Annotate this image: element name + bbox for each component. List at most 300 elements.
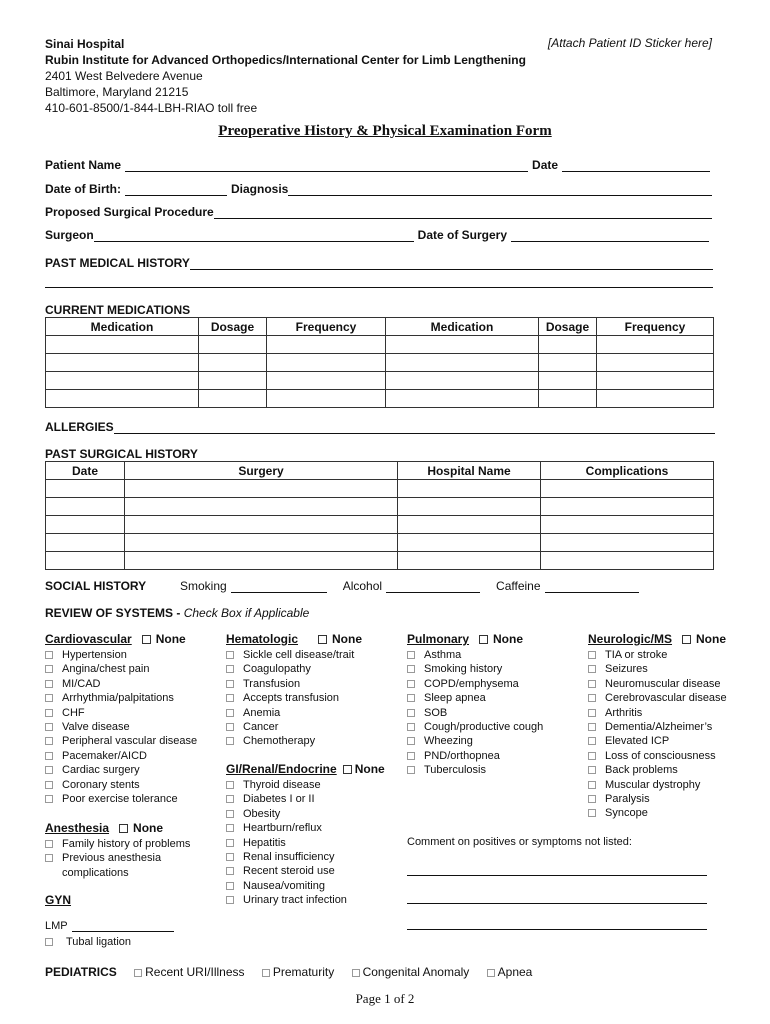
checklist-item-label: Seizures [605,663,648,676]
smoking-field[interactable] [231,581,327,593]
table-cell[interactable] [386,336,539,354]
checkbox[interactable] [588,781,596,789]
hospital-name: Sinai Hospital [45,37,125,51]
pulmonary-none-checkbox[interactable] [479,635,488,644]
checklist-item-label: Chemotherapy [243,735,316,748]
table-cell[interactable] [386,354,539,372]
checkbox[interactable] [226,882,234,890]
hematologic-none-checkbox[interactable] [318,635,327,644]
lmp-field[interactable] [72,920,174,932]
checkbox[interactable] [407,665,415,673]
checkbox[interactable] [45,795,53,803]
checklist-item [226,879,385,893]
checklist-item-label: SOB [424,706,448,719]
form-title: Preoperative History & Physical Examination Form [218,123,552,139]
checklist-item-label: Coronary stents [62,778,140,791]
checklist-item-label: Cardiac surgery [62,764,140,777]
checklist-item [588,792,727,806]
smoking-label: Smoking [180,579,227,593]
table-cell[interactable] [46,480,125,498]
checkbox[interactable] [407,737,415,745]
ros-subtitle: Check Box if Applicable [183,606,310,620]
social-history-row [45,579,639,593]
checklist-item [226,792,385,806]
comment-label: Comment on positives or symptoms not listed: [407,836,632,848]
checklist-item-label: Coagulopathy [243,663,311,676]
checkbox[interactable] [588,795,596,803]
checklist-item-label: Sickle cell disease/trait [243,649,355,661]
checklist-item [45,720,197,734]
checklist-item [407,662,543,676]
checkbox[interactable] [588,766,596,774]
table-cell[interactable] [597,390,714,408]
checklist-item-label: Nausea/vomiting [243,879,325,892]
table-cell[interactable] [398,498,541,516]
neurologic-none-checkbox[interactable] [682,635,691,644]
table-row [46,390,714,408]
checklist-item-label: Recent steroid use [243,865,335,878]
checkbox[interactable] [352,969,360,977]
checklist-item [45,778,197,792]
hospital-header [45,36,526,116]
checklist-item [588,778,727,792]
checklist-item [226,836,385,850]
hematologic-section [226,632,362,749]
checkbox[interactable] [45,651,53,659]
cardiovascular-none-checkbox[interactable] [142,635,151,644]
checkbox[interactable] [226,824,234,832]
allergies-field[interactable] [114,422,715,434]
table-cell[interactable] [267,336,386,354]
checklist-item [407,720,543,734]
table-cell[interactable] [46,390,199,408]
checkbox[interactable] [226,795,234,803]
checklist-item-label: Cerebrovascular disease [605,692,727,705]
checkbox[interactable] [45,781,53,789]
pulmonary-section [407,632,543,778]
table-cell[interactable] [46,534,125,552]
table-cell[interactable] [597,372,714,390]
checklist-item-label: Diabetes I or II [243,793,315,806]
address-line-1: 2401 West Belvedere Avenue [45,69,203,83]
checklist-item-label: Cancer [243,720,279,733]
date-field[interactable] [562,160,710,172]
checklist-item-label: Anemia [243,706,281,719]
checkbox[interactable] [407,651,415,659]
table-cell[interactable] [541,552,714,570]
checklist-item [226,706,362,720]
checklist-item [226,850,385,864]
checkbox[interactable] [588,651,596,659]
checklist-item [588,749,727,763]
table-cell[interactable] [386,372,539,390]
table-row [46,534,714,552]
checkbox[interactable] [226,680,234,688]
checklist-item-label: Muscular dystrophy [605,778,701,791]
checkbox[interactable] [407,709,415,717]
checklist-item-label: Smoking history [424,663,503,676]
checkbox[interactable] [407,680,415,688]
checkbox[interactable] [226,867,234,875]
cardiovascular-list [45,648,197,806]
checkbox[interactable] [588,694,596,702]
cardiovascular-title: Cardiovascular [45,632,132,646]
checklist-item [45,677,197,691]
checklist-item [226,807,385,821]
date-label: Date [532,158,559,172]
table-cell[interactable] [46,372,199,390]
past-medical-label: PAST MEDICAL HISTORY [45,256,190,270]
checklist-item-label: Sleep apnea [424,692,486,705]
table-cell[interactable] [539,372,597,390]
neurologic-section [588,632,727,821]
checkbox[interactable] [226,839,234,847]
table-cell[interactable] [541,480,714,498]
checklist-item [407,763,543,777]
checkbox[interactable] [45,665,53,673]
checklist-item [226,720,362,734]
neurologic-list [588,648,727,821]
neurologic-title: Neurologic/MS [588,632,673,646]
anesthesia-list [45,837,190,866]
checkbox[interactable] [487,969,495,977]
comment-line-1[interactable] [407,875,707,876]
checkbox[interactable] [407,766,415,774]
medications-table [45,317,714,408]
table-cell[interactable] [199,354,267,372]
checklist-item-label: Elevated ICP [605,735,670,748]
checkbox[interactable] [226,896,234,904]
table-cell[interactable] [46,516,125,534]
date-of-surgery-field[interactable] [511,230,709,242]
table-cell[interactable] [398,516,541,534]
checkbox[interactable] [226,853,234,861]
checklist-item-label: Neuromuscular disease [605,677,721,690]
table-cell[interactable] [199,336,267,354]
patient-name-label: Patient Name [45,158,122,172]
checklist-item-label: COPD/emphysema [424,677,519,690]
surgeon-label: Surgeon [45,228,94,242]
checklist-item [588,691,727,705]
anesthesia-title: Anesthesia [45,821,110,835]
allergies-row [45,420,715,434]
checklist-item-label: Dementia/Alzheimer’s [605,720,713,733]
checkbox[interactable] [588,665,596,673]
checklist-item [407,749,543,763]
address-line-2: Baltimore, Maryland 21215 [45,85,189,99]
checklist-item-label: Transfusion [243,677,301,690]
table-cell[interactable] [125,480,398,498]
checkbox[interactable] [45,709,53,717]
table-cell[interactable] [267,390,386,408]
pediatrics-option: Congenital Anomaly [362,965,470,979]
table-cell[interactable] [541,516,714,534]
social-history-title: SOCIAL HISTORY [45,579,147,593]
current-medications-title: CURRENT MEDICATIONS [45,303,191,317]
checkbox[interactable] [226,781,234,789]
checkbox[interactable] [588,809,596,817]
col-header: Surgery [125,462,398,480]
checklist-item-label: Tuberculosis [424,764,486,777]
col-header: Frequency [267,318,386,336]
alcohol-label: Alcohol [342,579,383,593]
checklist-item [45,706,197,720]
institute-name: Rubin Institute for Advanced Orthopedics/International Center for Limb Lengthening [45,53,526,67]
table-row [46,480,714,498]
pediatrics-option: Apnea [497,965,533,979]
checkbox[interactable] [407,752,415,760]
pediatrics-title: PEDIATRICS [45,965,117,979]
checklist-item-label: Hypertension [62,649,127,661]
checklist-item-label: Arthritis [605,706,643,719]
checklist-item [226,893,385,907]
table-cell[interactable] [46,336,199,354]
table-cell[interactable] [398,480,541,498]
surgical-header-row [46,462,714,480]
checklist-item [407,706,543,720]
table-cell[interactable] [539,336,597,354]
col-header: Dosage [199,318,267,336]
none-label: None [696,632,727,646]
past-medical-row [45,256,713,270]
checklist-item-label: Peripheral vascular disease [62,735,198,748]
checkbox[interactable] [226,810,234,818]
checklist-item-label: Thyroid disease [243,779,321,791]
table-cell[interactable] [125,552,398,570]
dob-label: Date of Birth: [45,182,121,196]
checklist-item [45,763,197,777]
checklist-item-label: Poor exercise tolerance [62,792,178,805]
checkbox[interactable] [45,752,53,760]
checklist-item-label: Cough/productive cough [424,720,544,733]
table-row [46,552,714,570]
none-label: None [155,632,186,646]
checklist-item-label: Valve disease [62,720,130,733]
anesthesia-section [45,821,190,880]
ros-heading [45,606,309,620]
allergies-label: ALLERGIES [45,420,114,434]
table-row [46,372,714,390]
checkbox[interactable] [45,840,53,848]
hematologic-list [226,648,362,749]
checkbox[interactable] [588,723,596,731]
checkbox[interactable] [45,680,53,688]
procedure-field[interactable] [214,207,712,219]
table-cell[interactable] [541,498,714,516]
col-header: Frequency [597,318,714,336]
checkbox[interactable] [45,938,53,946]
table-cell[interactable] [386,390,539,408]
surgical-history-table [45,461,714,570]
checkbox[interactable] [134,969,142,977]
past-surgical-title: PAST SURGICAL HISTORY [45,447,198,461]
checklist-item-label: Accepts transfusion [243,692,339,705]
checkbox[interactable] [226,665,234,673]
table-cell[interactable] [597,336,714,354]
pediatrics-option: Prematurity [272,965,335,979]
checklist-item [588,763,727,777]
pediatrics-option: Recent URI/Illness [145,965,245,979]
table-cell[interactable] [125,516,398,534]
checklist-item [45,662,197,676]
checklist-item [45,648,197,662]
table-cell[interactable] [46,354,199,372]
table-cell[interactable] [125,498,398,516]
checklist-item-label: Syncope [605,807,648,820]
checkbox[interactable] [588,709,596,717]
checklist-item [226,734,362,748]
col-header: Date [46,462,125,480]
patient-name-field[interactable] [125,160,528,172]
checklist-item-label: Back problems [605,764,678,777]
caffeine-label: Caffeine [496,579,541,593]
table-cell[interactable] [267,354,386,372]
checkbox[interactable] [226,694,234,702]
table-row [46,498,714,516]
table-cell[interactable] [199,390,267,408]
dob-row [45,182,712,196]
table-cell[interactable] [46,498,125,516]
comment-line-2[interactable] [407,903,707,904]
checklist-item-label: Family history of problems [62,838,191,850]
checklist-item-label: Arrhythmia/palpitations [62,692,174,705]
checklist-item-label: Hepatitis [243,836,286,849]
none-label: None [332,632,363,646]
diagnosis-field[interactable] [288,184,712,196]
past-medical-field[interactable] [190,258,713,270]
checklist-item-label: Urinary tract infection [243,894,347,907]
lmp-label: LMP [45,920,68,932]
table-cell[interactable] [539,390,597,408]
checklist-item-label: Renal insufficiency [243,850,335,863]
checklist-item [407,734,543,748]
checkbox[interactable] [226,737,234,745]
diagnosis-label: Diagnosis [231,182,289,196]
col-header: Medication [386,318,539,336]
checklist-item [226,662,362,676]
table-cell[interactable] [125,534,398,552]
table-cell[interactable] [398,534,541,552]
checklist-item [45,691,197,705]
checklist-item [226,821,385,835]
checklist-item [407,648,543,662]
checklist-item [407,691,543,705]
surgeon-row [45,228,709,242]
checklist-item [588,720,727,734]
checklist-item [226,648,362,662]
table-cell[interactable] [398,552,541,570]
checklist-item [226,778,385,792]
table-cell[interactable] [539,354,597,372]
checklist-item [226,864,385,878]
checklist-item-label: Pacemaker/AICD [62,749,147,762]
checklist-item-label: Asthma [424,649,462,661]
checklist-item [45,734,197,748]
table-row [46,336,714,354]
checklist-item [226,677,362,691]
pediatrics-row [45,965,546,979]
checklist-item [226,691,362,705]
checklist-item-label: Previous anesthesia [62,852,162,865]
checkbox[interactable] [45,766,53,774]
checklist-item-label: Paralysis [605,792,650,805]
checkbox[interactable] [262,969,270,977]
checklist-item [588,734,727,748]
gi-section [226,762,385,908]
col-header: Hospital Name [398,462,541,480]
past-medical-field-line-2[interactable] [45,287,713,288]
checklist-item-label: Angina/chest pain [62,663,150,676]
page-number: Page 1 of 2 [355,991,415,1006]
checkbox[interactable] [226,723,234,731]
checkbox[interactable] [45,737,53,745]
table-row [46,516,714,534]
tubal-ligation-label: Tubal ligation [66,936,132,948]
checklist-item [45,851,190,865]
checklist-item-label: PND/orthopnea [424,749,500,762]
pulmonary-list [407,648,543,778]
table-cell[interactable] [597,354,714,372]
none-label: None [493,632,524,646]
checkbox[interactable] [407,694,415,702]
checklist-item [588,806,727,820]
checkbox[interactable] [45,854,53,862]
table-cell[interactable] [541,534,714,552]
hematologic-title: Hematologic [226,632,299,646]
checklist-item-label: Wheezing [424,735,473,748]
checkbox[interactable] [226,709,234,717]
gyn-title: GYN [45,893,72,907]
date-of-surgery-label: Date of Surgery [417,228,508,242]
table-cell[interactable] [46,552,125,570]
dob-field[interactable] [125,184,227,196]
checklist-item [45,792,197,806]
gi-none-checkbox[interactable] [343,765,352,774]
checkbox[interactable] [588,737,596,745]
procedure-label: Proposed Surgical Procedure [45,205,214,219]
checklist-item [588,677,727,691]
checklist-item [45,749,197,763]
checkbox[interactable] [45,694,53,702]
checkbox[interactable] [588,752,596,760]
caffeine-field[interactable] [545,581,639,593]
checklist-item-label: MI/CAD [62,677,101,690]
checklist-item-label: Heartburn/reflux [243,822,322,835]
surgeon-field[interactable] [94,230,414,242]
anesthesia-none-checkbox[interactable] [119,824,128,833]
ros-title: REVIEW OF SYSTEMS - [45,606,181,620]
checkbox[interactable] [588,680,596,688]
table-cell[interactable] [267,372,386,390]
checklist-item-label: Loss of consciousness [605,749,716,762]
checkbox[interactable] [407,723,415,731]
alcohol-field[interactable] [386,581,480,593]
checkbox[interactable] [45,723,53,731]
checklist-item-label: TIA or stroke [605,649,668,661]
checklist-item-label: CHF [62,706,85,719]
comment-line-3[interactable] [407,929,707,930]
none-label: None [354,762,385,776]
checklist-item [407,677,543,691]
table-cell[interactable] [199,372,267,390]
col-header: Complications [541,462,714,480]
checkbox[interactable] [226,651,234,659]
medications-header-row [46,318,714,336]
checklist-item [588,706,727,720]
none-label: None [133,821,164,835]
col-header: Medication [46,318,199,336]
patient-sticker-note: [Attach Patient ID Sticker here] [547,36,712,50]
